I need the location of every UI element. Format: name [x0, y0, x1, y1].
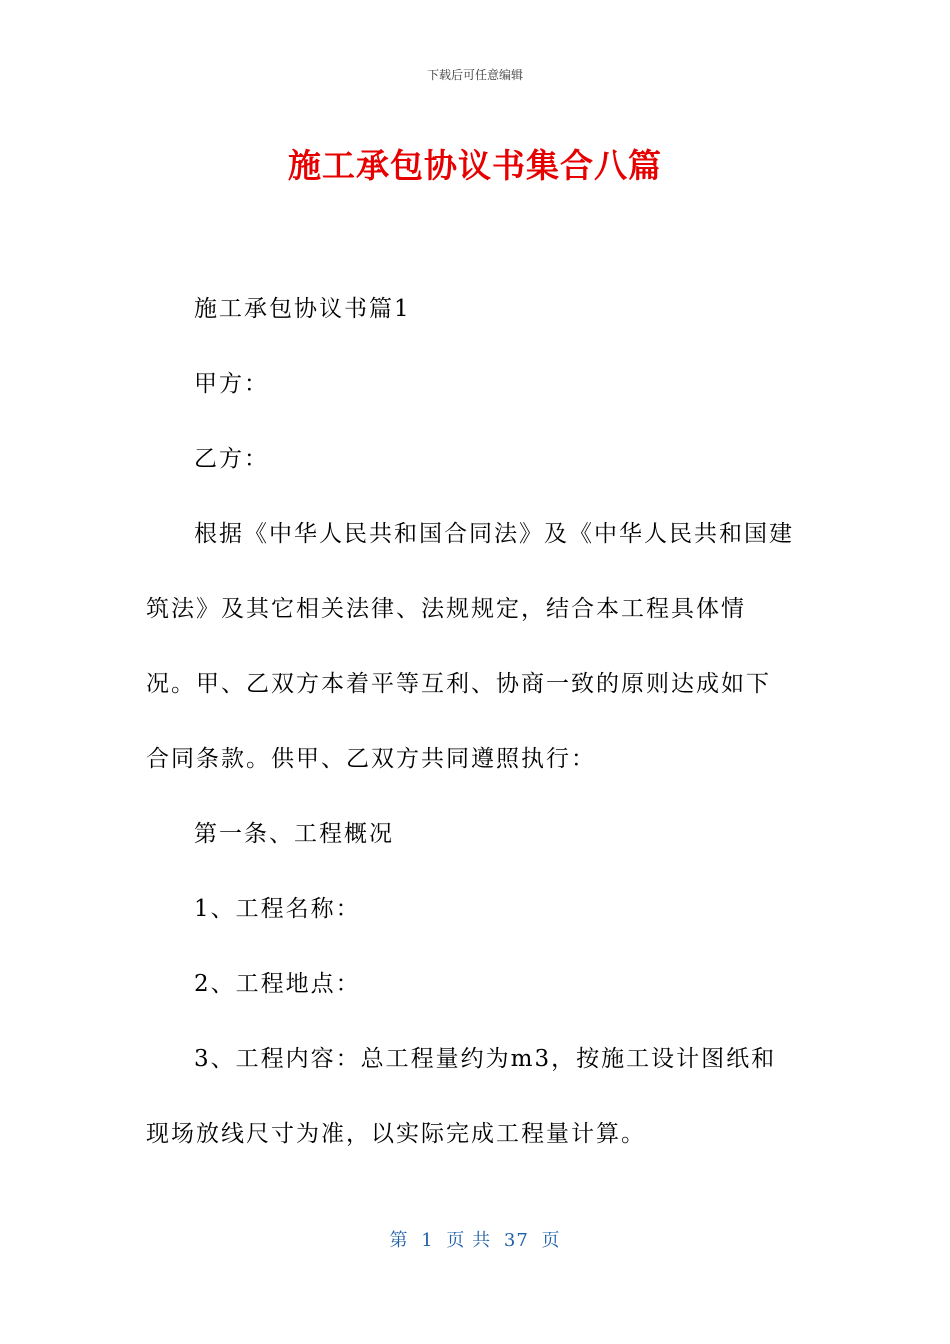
- project-content-paragraph: 3、工程内容：总工程量约为m3，按施工设计图纸和现场放线尺寸为准，以实际完成工程量计算。: [146, 1046, 777, 1147]
- article-heading: 第一条、工程概况: [194, 821, 394, 847]
- footer-mid: 页 共: [446, 1230, 492, 1251]
- footer-page-number: 1: [421, 1230, 434, 1251]
- header-note: 下载后可任意编辑: [426, 68, 523, 82]
- section-heading: 施工承包协议书篇1: [194, 296, 411, 322]
- party-a-line: 甲方：: [194, 371, 269, 397]
- project-name-line: 1、工程名称：: [194, 896, 361, 922]
- document-body: [146, 272, 794, 1172]
- party-b-line: 乙方：: [194, 446, 269, 472]
- project-location-line: 2、工程地点：: [194, 971, 361, 997]
- footer-prefix: 第: [389, 1230, 409, 1251]
- footer-total-pages: 37: [503, 1230, 529, 1251]
- footer-suffix: 页: [541, 1230, 561, 1251]
- document-title: 施工承包协议书集合八篇: [288, 146, 662, 185]
- preamble-paragraph: 根据《中华人民共和国合同法》及《中华人民共和国建筑法》及其它相关法律、法规规定，结合本工程具体情况。甲、乙双方本着平等互利、协商一致的原则达成如下合同条款。供甲、乙双方共同遵照执行：: [146, 521, 794, 772]
- page-footer: [0, 1226, 950, 1252]
